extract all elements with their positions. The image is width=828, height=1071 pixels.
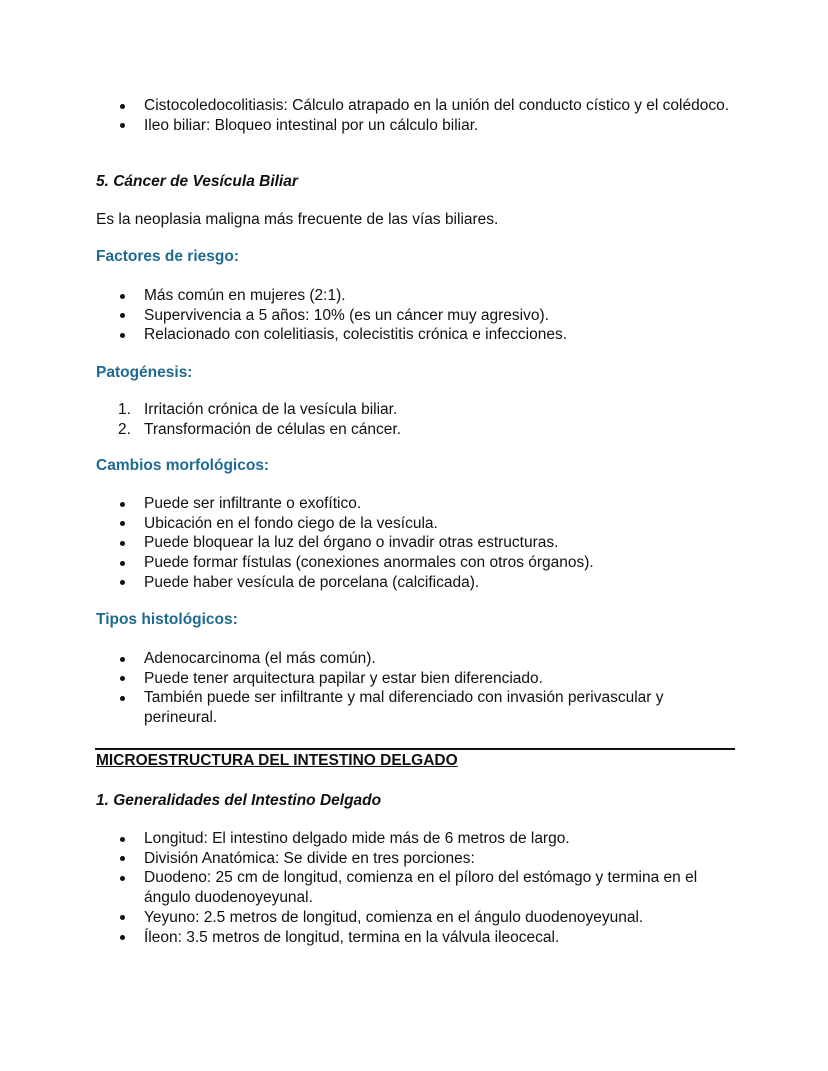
list-item-text: Relacionado con colelitiasis, colecistitis crónica e infecciones. [144, 326, 568, 344]
list-item [96, 829, 736, 849]
intestine-subheading: 1. Generalidades del Intestino Delgado [96, 792, 382, 809]
list-item-text: Ubicación en el fondo ciego de la vesícula. [144, 514, 438, 532]
list-item-text: Yeyuno: 2.5 metros de longitud, comienza en el ángulo duodenoyeyunal. [144, 908, 644, 926]
list-item [96, 96, 736, 116]
list-item [96, 908, 736, 928]
cancer-intro: Es la neoplasia maligna más frecuente de las vías biliares. [96, 211, 499, 228]
list-item [96, 306, 736, 326]
list-item-text: Adenocarcinoma (el más común). [144, 650, 376, 667]
risk-factors-heading: Factores de riesgo: [96, 248, 239, 265]
list-item-text: Más común en mujeres (2:1). [144, 287, 346, 304]
list-number: 2. [118, 420, 131, 438]
list-item [96, 573, 736, 593]
list-item [96, 514, 736, 534]
histology-list [96, 649, 736, 728]
list-item [96, 669, 736, 689]
list-item [96, 494, 736, 514]
intestine-section-heading: MICROESTRUCTURA DEL INTESTINO DELGADO [96, 752, 458, 769]
list-item-text: Puede formar fístulas (conexiones anormales con otros órganos). [144, 554, 594, 572]
list-item [96, 420, 736, 440]
list-item [96, 688, 736, 727]
list-item-text: Supervivencia a 5 años: 10% (es un cáncer muy agresivo). [144, 306, 549, 324]
list-item [96, 849, 736, 869]
list-item [96, 553, 736, 573]
intestine-list [96, 829, 736, 947]
cancer-heading: 5. Cáncer de Vesícula Biliar [96, 173, 298, 190]
list-item [96, 649, 736, 669]
list-item-text: También puede ser infiltrante y mal diferenciado con invasión perivascular y perineural. [144, 689, 664, 727]
list-item-text: Puede bloquear la luz del órgano o invadir otras estructuras. [144, 534, 559, 552]
list-item [96, 868, 736, 907]
morphology-heading: Cambios morfológicos: [96, 457, 270, 474]
morphology-list [96, 494, 736, 593]
complications-list [96, 96, 736, 135]
list-item-text: Íleon: 3.5 metros de longitud, termina en la válvula ileocecal. [144, 928, 560, 946]
risk-factors-list [96, 286, 736, 345]
list-item-text: Irritación crónica de la vesícula biliar. [144, 401, 398, 418]
list-item-text: Puede tener arquitectura papilar y estar bien diferenciado. [144, 669, 543, 687]
list-item-text: Transformación de células en cáncer. [144, 420, 402, 438]
list-item [96, 533, 736, 553]
list-number: 1. [118, 401, 131, 418]
list-item-text: Longitud: El intestino delgado mide más de 6 metros de largo. [144, 830, 570, 847]
list-item [96, 325, 736, 345]
section-divider [95, 748, 735, 750]
list-item-text: Cistocoledocolitiasis: Cálculo atrapado en la unión del conducto cístico y el colédoco. [144, 97, 730, 114]
list-item [96, 400, 736, 420]
list-item [96, 286, 736, 306]
list-item-text: División Anatómica: Se divide en tres porciones: [144, 849, 475, 867]
list-item [96, 928, 736, 948]
list-item-text: Duodeno: 25 cm de longitud, comienza en el píloro del estómago y termina en el ángulo duodenoyeyunal. [144, 869, 698, 907]
histology-heading: Tipos histológicos: [96, 611, 238, 628]
pathogenesis-heading: Patogénesis: [96, 364, 193, 381]
list-item-text: Ileo biliar: Bloqueo intestinal por un cálculo biliar. [144, 116, 479, 134]
list-item [96, 116, 736, 136]
pathogenesis-list [96, 400, 736, 439]
list-item-text: Puede haber vesícula de porcelana (calcificada). [144, 573, 480, 591]
list-item-text: Puede ser infiltrante o exofítico. [144, 495, 362, 512]
